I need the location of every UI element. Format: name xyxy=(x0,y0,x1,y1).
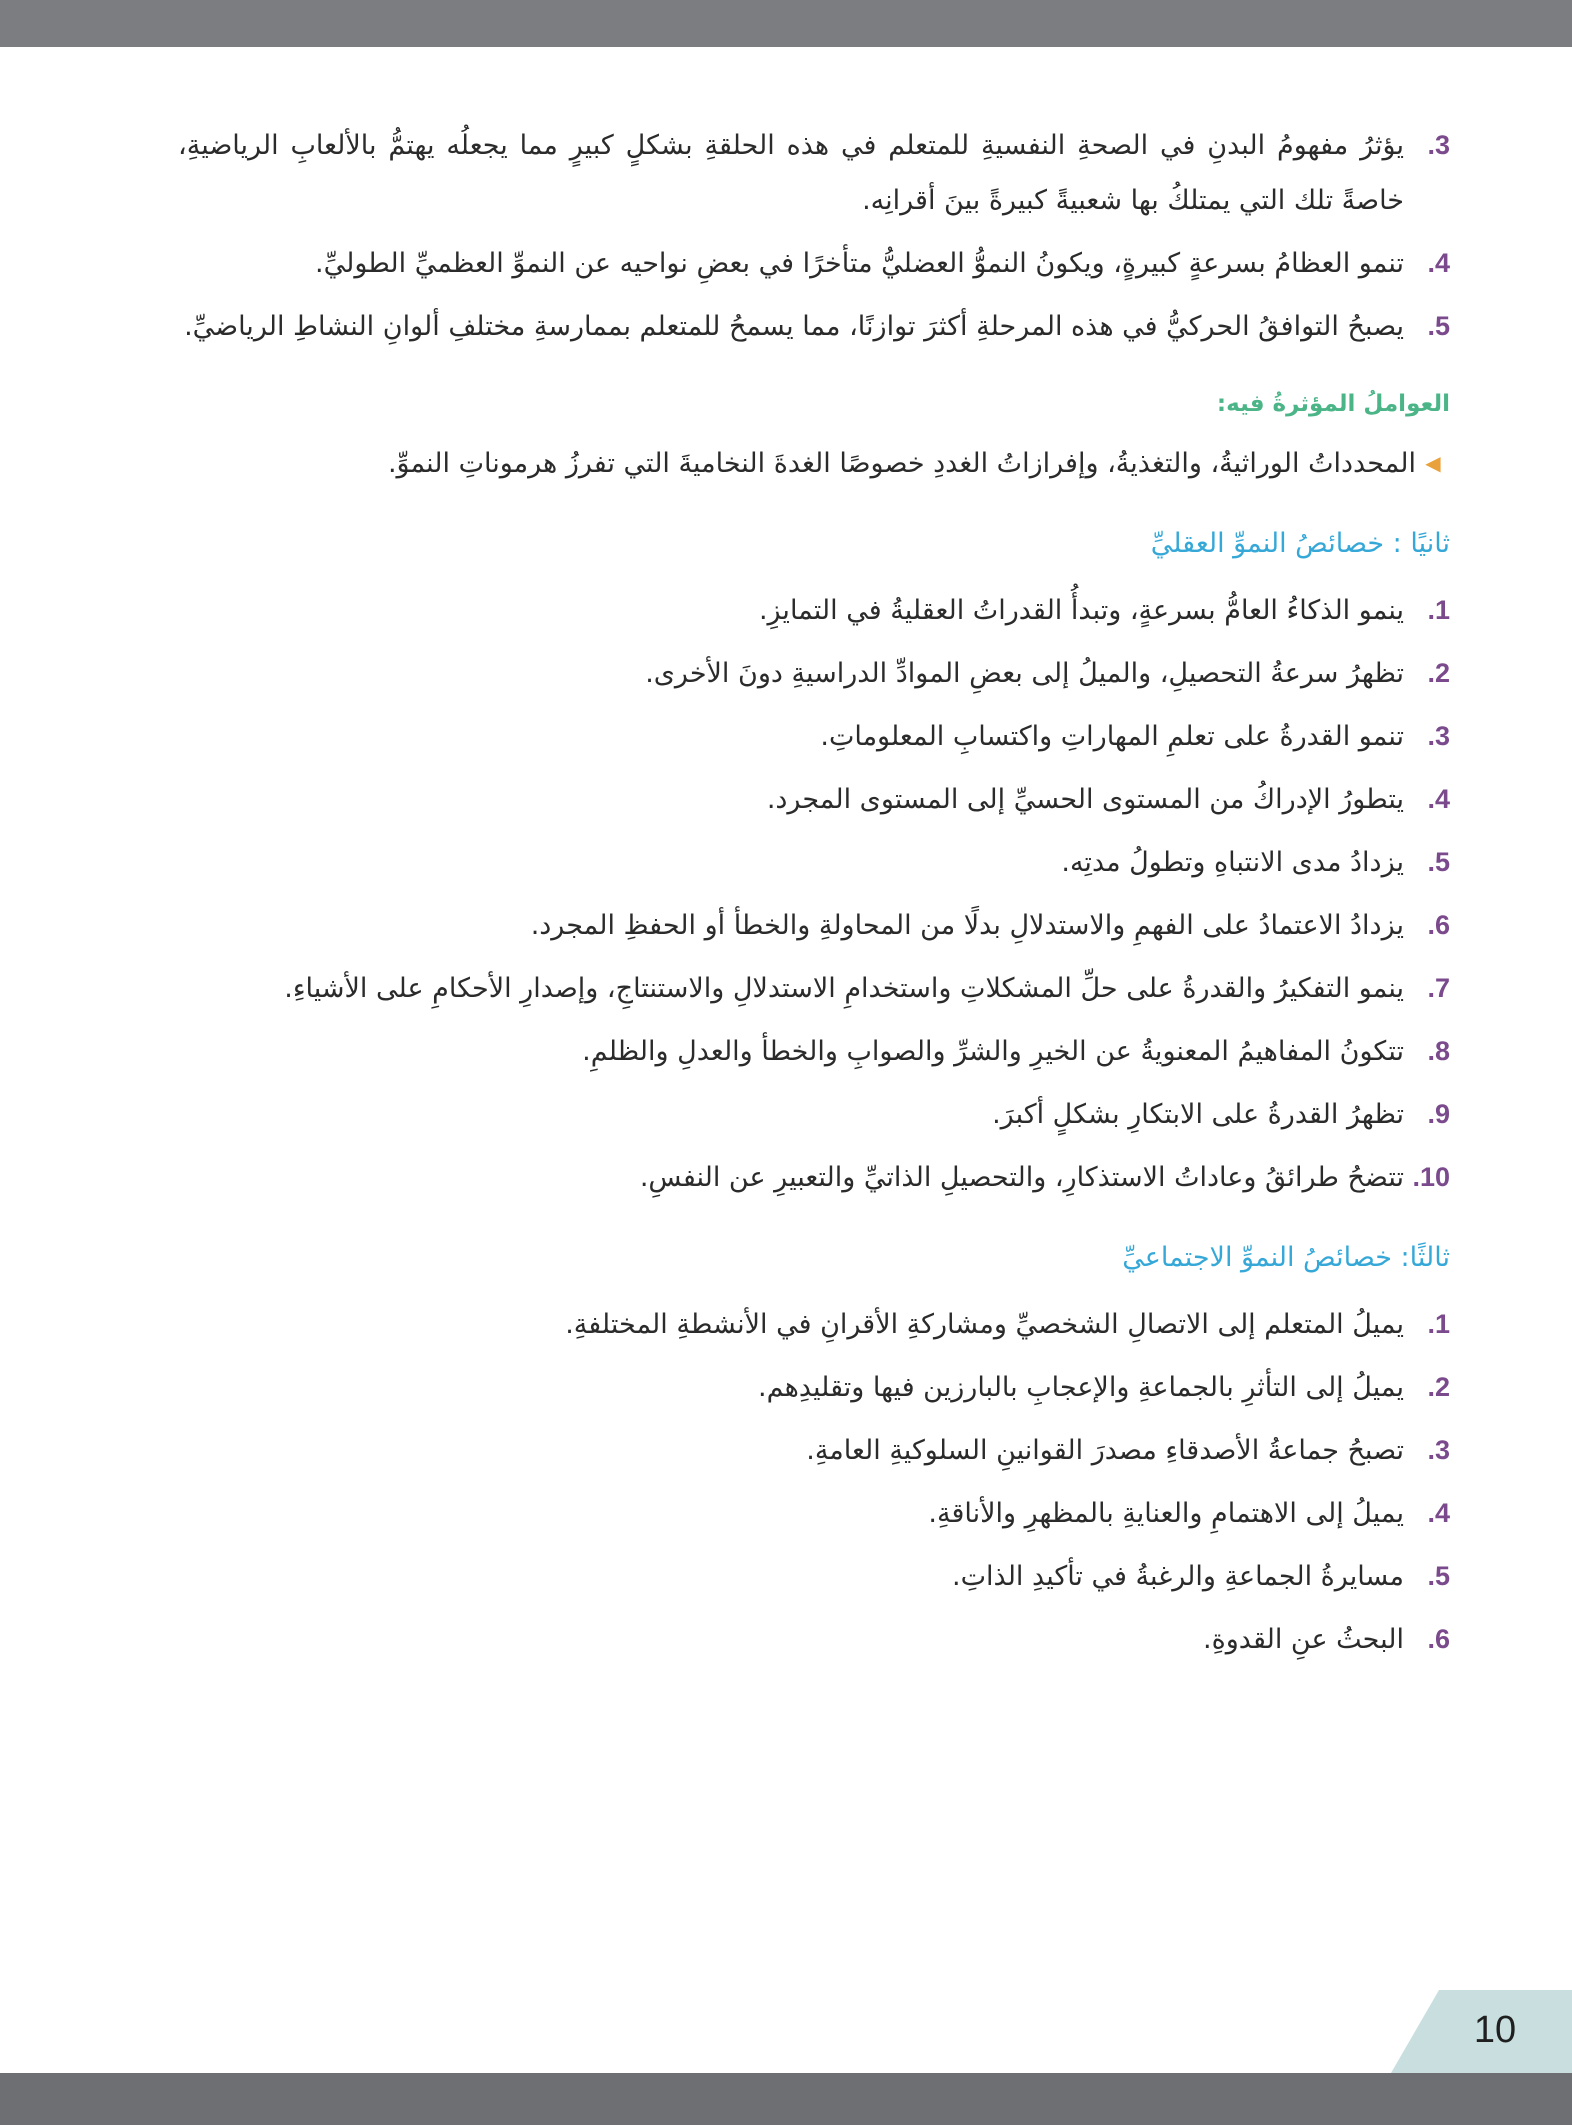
list-item xyxy=(178,583,1450,638)
list-item xyxy=(178,835,1450,890)
list-item xyxy=(178,118,1450,228)
item-text: يؤثرُ مفهومُ البدنِ في الصحةِ النفسيةِ للمتعلم في هذه الحلقةِ بشكلٍ كبيرٍ مما يجعلُه يهتمُّ بالألعابِ الرياضيةِ، خاصةً تلك التي يمتلكُ بها شعبيةً كبيرةً بينَ أقرانِه. xyxy=(178,130,1404,216)
list-item xyxy=(178,772,1450,827)
item-number: .4 xyxy=(1427,248,1450,278)
item-number: .8 xyxy=(1427,1036,1450,1066)
item-text: البحثُ عنِ القدوةِ. xyxy=(1203,1624,1404,1655)
item-number: .1 xyxy=(1427,1309,1450,1339)
list-item xyxy=(178,898,1450,953)
item-text: تنمو العظامُ بسرعةٍ كبيرةٍ، ويكونُ النموُّ العضليُّ متأخرًا في بعضِ نواحيه عن النموِّ العظميِّ الطوليِّ. xyxy=(315,248,1404,279)
item-text: يميلُ إلى التأثرِ بالجماعةِ والإعجابِ بالبارزين فيها وتقليدِهم. xyxy=(758,1372,1404,1403)
item-number: .6 xyxy=(1427,1624,1450,1654)
list-item xyxy=(178,709,1450,764)
list-item xyxy=(178,299,1450,354)
item-text: يميلُ المتعلم إلى الاتصالِ الشخصيِّ ومشاركةِ الأقرانِ في الأنشطةِ المختلفةِ. xyxy=(565,1309,1404,1340)
item-number: .1 xyxy=(1427,595,1450,625)
list-item xyxy=(178,1423,1450,1478)
list-item xyxy=(178,646,1450,701)
top-bar xyxy=(0,0,1572,47)
item-text: يتطورُ الإدراكُ من المستوى الحسيِّ إلى المستوى المجرد. xyxy=(766,784,1404,815)
list-item xyxy=(178,1360,1450,1415)
item-text: تتكونُ المفاهيمُ المعنويةُ عن الخيرِ والشرِّ والصوابِ والخطأ والعدلِ والظلمِ. xyxy=(582,1036,1404,1067)
physical-list xyxy=(178,118,1450,354)
bullet-arrow-icon: ◀ xyxy=(1425,451,1441,475)
mental-list xyxy=(178,583,1450,1205)
item-number: .9 xyxy=(1427,1099,1450,1129)
item-number: .3 xyxy=(1427,130,1450,160)
item-text: تتضحُ طرائقُ وعاداتُ الاستذكارِ، والتحصيلِ الذاتيِّ والتعبيرِ عن النفسِ. xyxy=(639,1162,1404,1193)
item-text: يصبحُ التوافقُ الحركيُّ في هذه المرحلةِ أكثرَ توازنًا، مما يسمحُ للمتعلم بممارسةِ مختلفِ ألوانِ النشاطِ الرياضيِّ. xyxy=(184,311,1404,342)
item-text: تنمو القدرةُ على تعلمِ المهاراتِ واكتسابِ المعلوماتِ. xyxy=(820,721,1404,752)
page-content xyxy=(178,118,1450,1675)
item-number: .3 xyxy=(1427,1435,1450,1465)
list-item xyxy=(178,1024,1450,1079)
item-number: .5 xyxy=(1427,311,1450,341)
list-item xyxy=(178,1087,1450,1142)
item-text: تصبحُ جماعةُ الأصدقاءِ مصدرَ القوانينِ السلوكيةِ العامةِ. xyxy=(806,1435,1404,1466)
list-item xyxy=(178,1486,1450,1541)
list-item xyxy=(178,1549,1450,1604)
item-number: .3 xyxy=(1427,721,1450,751)
bullet-text: المحدداتُ الوراثيةُ، والتغذيةُ، وإفرازاتُ الغددِ خصوصًا الغدةَ النخاميةَ التي تفرزُ هرموناتِ النموِّ. xyxy=(387,448,1416,479)
page-number: 10 xyxy=(1473,2009,1517,2051)
item-number: .7 xyxy=(1427,973,1450,1003)
item-number: .4 xyxy=(1427,1498,1450,1528)
list-item xyxy=(178,1297,1450,1352)
item-text: يميلُ إلى الاهتمامِ والعنايةِ بالمظهرِ والأناقةِ. xyxy=(928,1498,1404,1529)
item-text: يزدادُ مدى الانتباهِ وتطولُ مدتِه. xyxy=(1061,847,1404,878)
social-list xyxy=(178,1297,1450,1667)
list-item xyxy=(178,1612,1450,1667)
list-item xyxy=(178,961,1450,1016)
item-number: .10 xyxy=(1412,1162,1450,1192)
item-number: .2 xyxy=(1427,1372,1450,1402)
item-number: .2 xyxy=(1427,658,1450,688)
item-text: مسايرةُ الجماعةِ والرغبةُ في تأكيدِ الذاتِ. xyxy=(952,1561,1404,1592)
item-text: ينمو الذكاءُ العامُّ بسرعةٍ، وتبدأُ القدراتُ العقليةُ في التمايزِ. xyxy=(758,595,1404,626)
item-number: .5 xyxy=(1427,1561,1450,1591)
mental-section-heading: ثانيًا : خصائصُ النموِّ العقليِّ xyxy=(1150,528,1450,559)
item-number: .5 xyxy=(1427,847,1450,877)
item-number: .6 xyxy=(1427,910,1450,940)
item-text: يزدادُ الاعتمادُ على الفهمِ والاستدلالِ بدلًا من المحاولةِ والخطأ أو الحفظِ المجرد. xyxy=(530,910,1404,941)
list-item xyxy=(178,1150,1450,1205)
item-text: تظهرُ القدرةُ على الابتكارِ بشكلٍ أكبرَ. xyxy=(992,1099,1404,1130)
factors-bullet xyxy=(178,436,1450,491)
bottom-bar xyxy=(0,2073,1572,2125)
item-text: ينمو التفكيرُ والقدرةُ على حلِّ المشكلاتِ واستخدامِ الاستدلالِ والاستنتاجِ، وإصدارِ الأحكامِ على الأشياءِ. xyxy=(284,973,1404,1004)
factors-heading: العواملُ المؤثرةُ فيه: xyxy=(1216,391,1450,417)
list-item xyxy=(178,236,1450,291)
item-text: تظهرُ سرعةُ التحصيلِ، والميلُ إلى بعضِ الموادِّ الدراسيةِ دونَ الأخرى. xyxy=(645,658,1404,689)
social-section-heading: ثالثًا: خصائصُ النموِّ الاجتماعيِّ xyxy=(1122,1242,1450,1273)
item-number: .4 xyxy=(1427,784,1450,814)
